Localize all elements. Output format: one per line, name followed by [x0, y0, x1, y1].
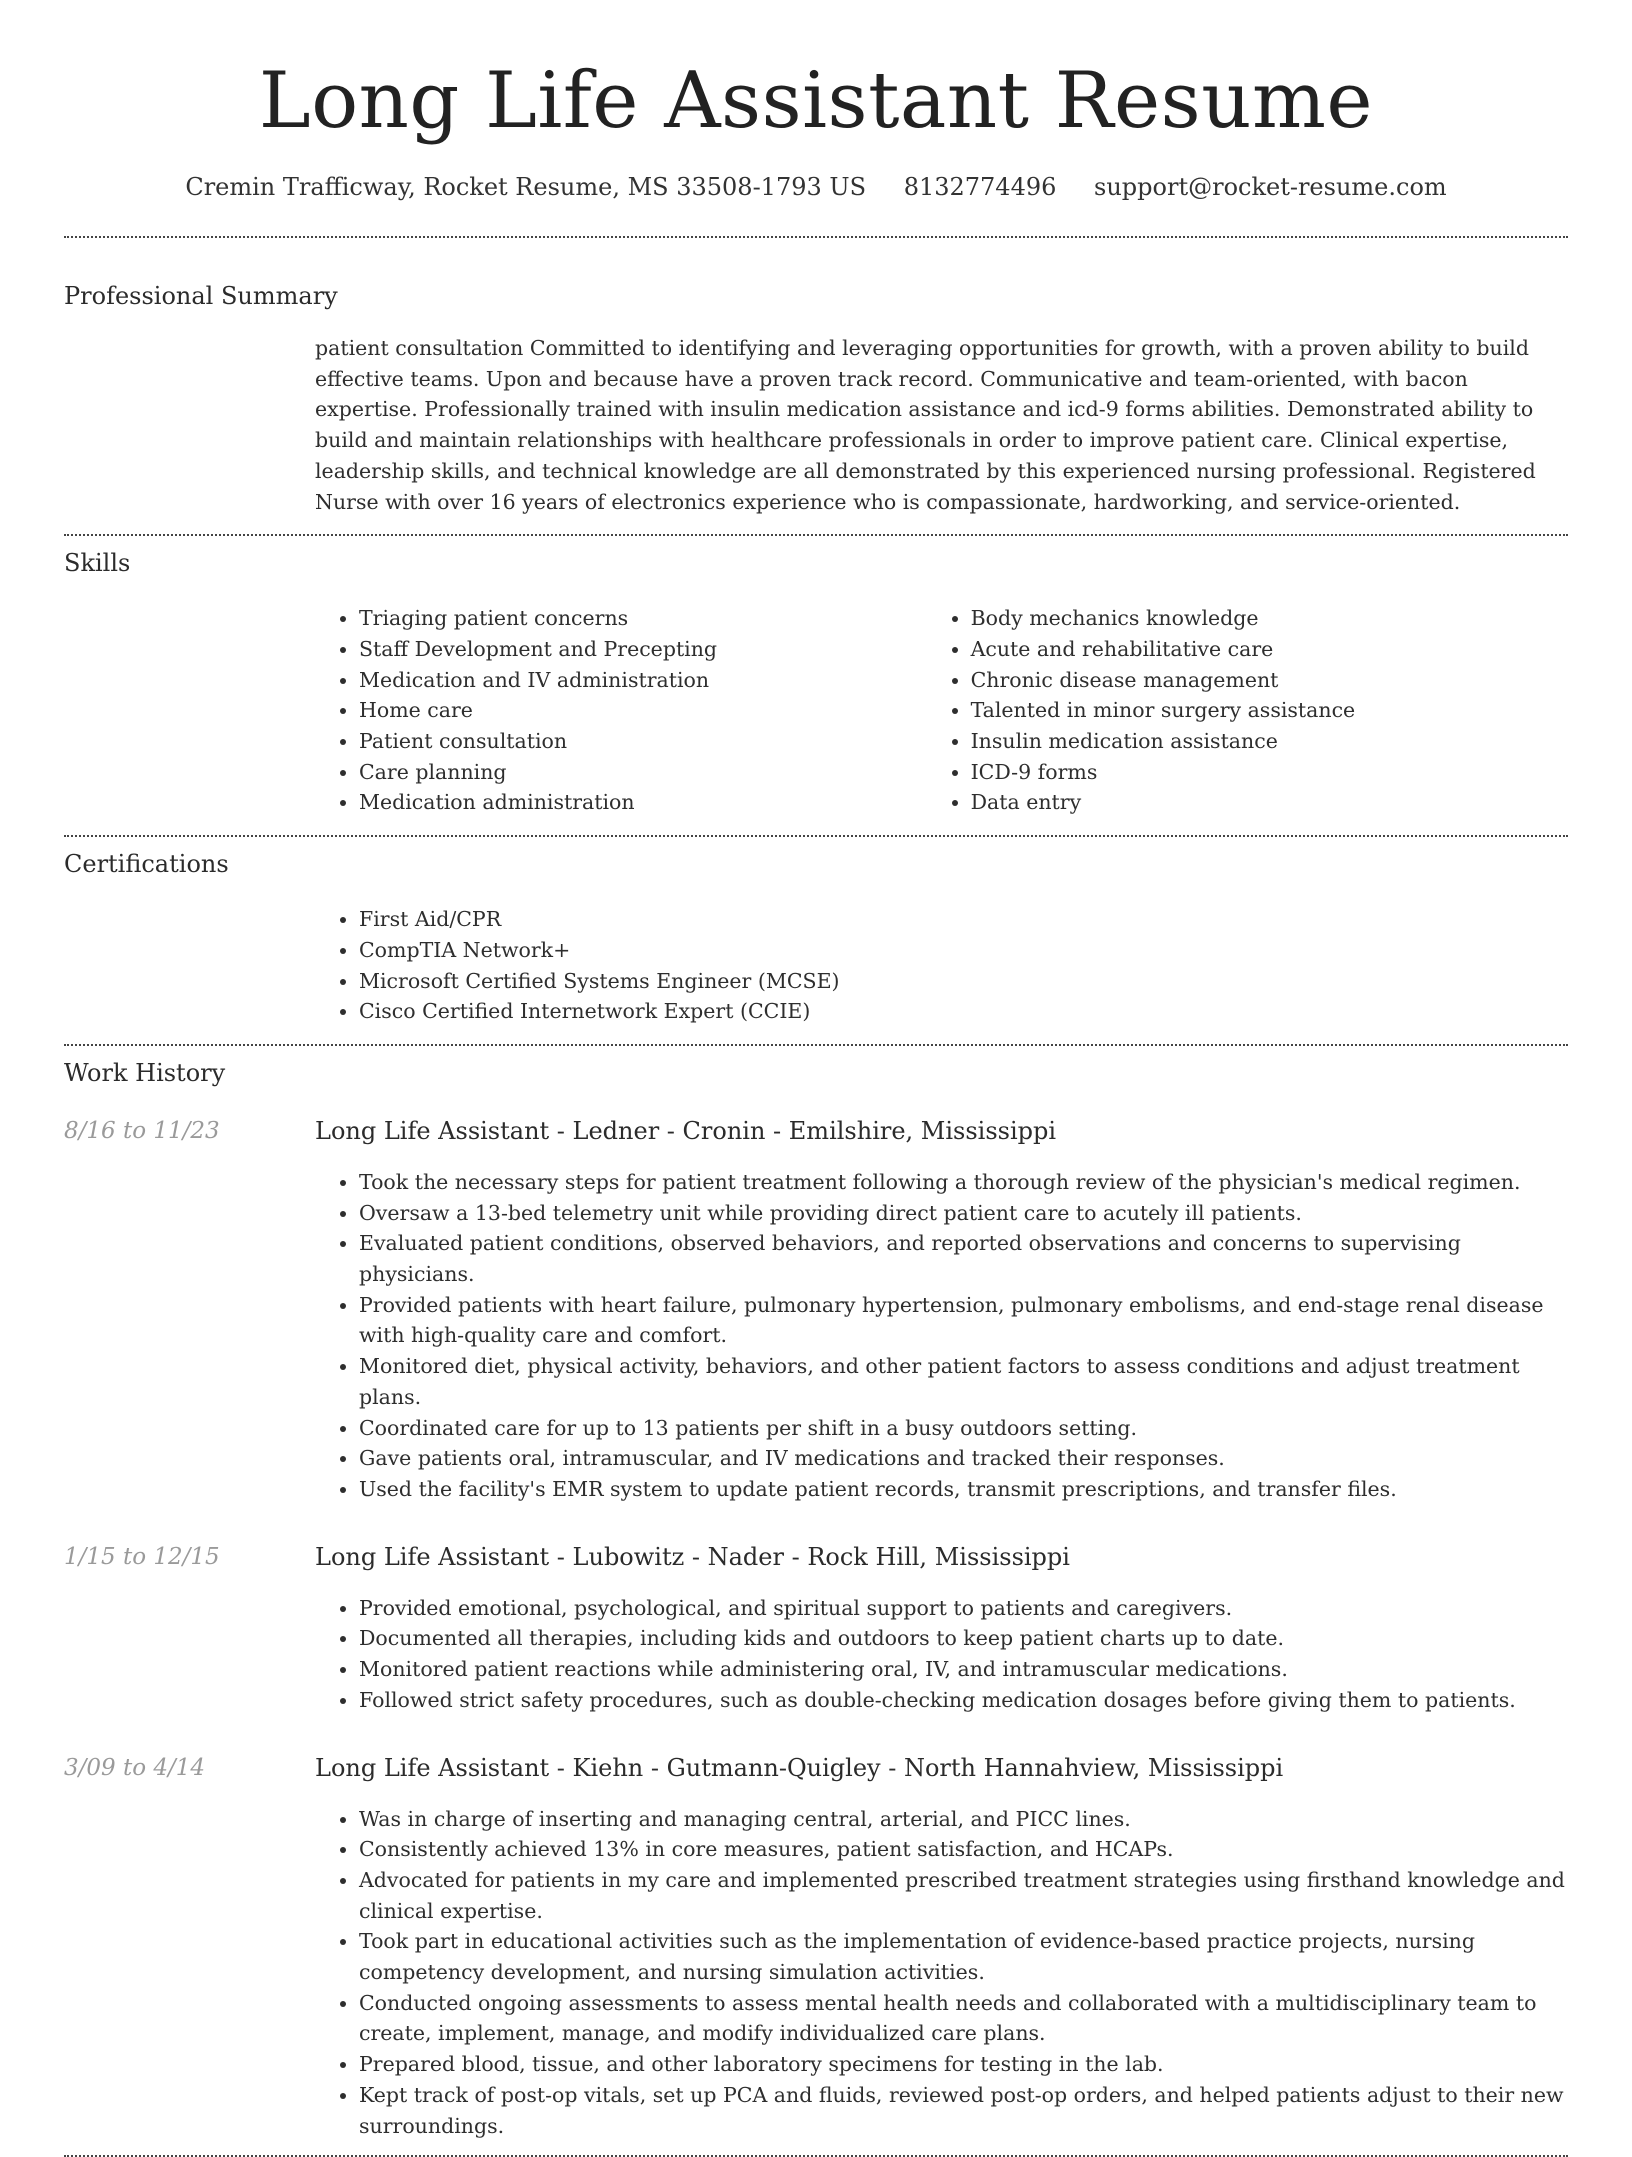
- certifications-section: [64, 849, 1568, 1027]
- resume-page: [64, 0, 1568, 2157]
- job-dates: 3/09 to 4/14: [64, 1754, 206, 1781]
- summary-text: patient consultation Committed to identifying and leveraging opportunities for growth, with a proven ability to build effective teams. Upon and because have a proven track record. Communicative and team-oriented, with bacon expertise. Professionally trained with insulin medication assistance and icd-9 forms abilities. Demonstrated ability to build and maintain relationships with healthcare professionals in order to improve patient care. Clinical expertise, leadership skills, and technical knowledge are all demonstrated by this experienced nursing professional. Registered Nurse with over 16 years of electronics experience who is compassionate, hardworking, and service-oriented.: [315, 336, 1536, 514]
- divider: [64, 835, 1568, 837]
- contact-phone: 8132774496: [903, 173, 1057, 201]
- list-item: • Prepared blood, tissue, and other laboratory specimens for testing in the lab.: [359, 2049, 1568, 2080]
- list-item: • Insulin medication assistance: [971, 726, 1568, 757]
- job-entry: [64, 1753, 1568, 2142]
- list-item: • Used the facility's EMR system to update patient records, transmit prescriptions, and transfer files.: [359, 1474, 1568, 1505]
- list-item: • Advocated for patients in my care and implemented prescribed treatment strategies using firsthand knowledge and clinical expertise.: [359, 1865, 1568, 1926]
- summary-heading: Professional Summary: [64, 282, 338, 310]
- list-item: • Microsoft Certified Systems Engineer (MCSE): [359, 966, 1568, 997]
- skills-list-left: [315, 603, 927, 818]
- list-item: • Evaluated patient conditions, observed behaviors, and reported observations and concerns to supervising physicians.: [359, 1228, 1568, 1289]
- list-item: • Talented in minor surgery assistance: [971, 695, 1568, 726]
- list-item: • Provided emotional, psychological, and spiritual support to patients and caregivers.: [359, 1593, 1568, 1624]
- list-item: • Coordinated care for up to 13 patients per shift in a busy outdoors setting.: [359, 1413, 1568, 1444]
- certifications-list: [315, 904, 1568, 1027]
- list-item: • Documented all therapies, including kids and outdoors to keep patient charts up to date.: [359, 1623, 1568, 1654]
- list-item: • Patient consultation: [359, 726, 927, 757]
- job-title: Long Life Assistant - Lubowitz - Nader - Rock Hill, Mississippi: [315, 1542, 1070, 1571]
- list-item: • Conducted ongoing assessments to assess mental health needs and collaborated with a multidisciplinary team to create, implement, manage, and modify individualized care plans.: [359, 1988, 1568, 2049]
- skills-heading: Skills: [64, 549, 131, 578]
- skills-list-right: [927, 603, 1568, 818]
- list-item: • Provided patients with heart failure, pulmonary hypertension, pulmonary embolisms, and end-stage renal disease with high-quality care and comfort.: [359, 1290, 1568, 1351]
- job-bullets: [315, 1593, 1568, 1716]
- job-bullets: [315, 1167, 1568, 1505]
- list-item: • Gave patients oral, intramuscular, and IV medications and tracked their responses.: [359, 1443, 1568, 1474]
- list-item: • Medication administration: [359, 787, 927, 818]
- list-item: • Medication and IV administration: [359, 665, 927, 696]
- job-entry: [64, 1116, 1568, 1505]
- divider: [64, 534, 1568, 536]
- list-item: • Home care: [359, 695, 927, 726]
- work-history-heading: Work History: [64, 1058, 226, 1087]
- job-bullets: [315, 1804, 1568, 2142]
- contact-email: support@rocket-resume.com: [1094, 173, 1447, 201]
- job-dates: 8/16 to 11/23: [64, 1117, 220, 1144]
- job-details: [315, 1753, 1568, 2142]
- list-item: • Followed strict safety procedures, such as double-checking medication dosages before giving them to patients.: [359, 1685, 1568, 1716]
- list-item: • Triaging patient concerns: [359, 603, 927, 634]
- list-item: • Monitored diet, physical activity, behaviors, and other patient factors to assess conditions and adjust treatment plans.: [359, 1351, 1568, 1412]
- list-item: • Monitored patient reactions while administering oral, IV, and intramuscular medications.: [359, 1654, 1568, 1685]
- contact-address: Cremin Trafficway, Rocket Resume, MS 33508-1793 US: [185, 173, 867, 201]
- list-item: • Chronic disease management: [971, 665, 1568, 696]
- skills-section: [64, 548, 1568, 818]
- skills-grid: [315, 603, 1568, 818]
- certifications-block: [315, 904, 1568, 1027]
- list-item: • Staff Development and Precepting: [359, 634, 927, 665]
- list-item: • Consistently achieved 13% in core measures, patient satisfaction, and HCAPs.: [359, 1834, 1568, 1865]
- job-entry: [64, 1542, 1568, 1716]
- list-item: • Oversaw a 13-bed telemetry unit while providing direct patient care to acutely ill patients.: [359, 1198, 1568, 1229]
- list-item: • Cisco Certified Internetwork Expert (CCIE): [359, 996, 1568, 1027]
- certifications-heading: Certifications: [64, 850, 229, 879]
- job-title: Long Life Assistant - Ledner - Cronin - Emilshire, Mississippi: [315, 1116, 1057, 1145]
- divider: [64, 1044, 1568, 1046]
- list-item: • Acute and rehabilitative care: [971, 634, 1568, 665]
- list-item: • Took part in educational activities such as the implementation of evidence-based practice projects, nursing competency development, and nursing simulation activities.: [359, 1926, 1568, 1987]
- list-item: • Kept track of post-op vitals, set up PCA and fluids, reviewed post-op orders, and helped patients adjust to their new surroundings.: [359, 2080, 1568, 2141]
- job-title: Long Life Assistant - Kiehn - Gutmann-Quigley - North Hannahview, Mississippi: [315, 1753, 1284, 1782]
- work-history-section: [64, 1058, 1568, 2141]
- job-dates: 1/15 to 12/15: [64, 1543, 220, 1570]
- list-item: • First Aid/CPR: [359, 904, 1568, 935]
- list-item: • Care planning: [359, 757, 927, 788]
- list-item: • Was in charge of inserting and managing central, arterial, and PICC lines.: [359, 1804, 1568, 1835]
- job-details: [315, 1116, 1568, 1505]
- summary-section: [64, 281, 1568, 517]
- resume-title: Long Life Assistant Resume: [258, 56, 1374, 146]
- list-item: • Data entry: [971, 787, 1568, 818]
- list-item: • Body mechanics knowledge: [971, 603, 1568, 634]
- list-item: • Took the necessary steps for patient treatment following a thorough review of the physician's medical regimen.: [359, 1167, 1568, 1198]
- job-details: [315, 1542, 1568, 1716]
- divider: [64, 236, 1568, 238]
- list-item: • CompTIA Network+: [359, 935, 1568, 966]
- list-item: • ICD-9 forms: [971, 757, 1568, 788]
- contact-line: [64, 172, 1568, 202]
